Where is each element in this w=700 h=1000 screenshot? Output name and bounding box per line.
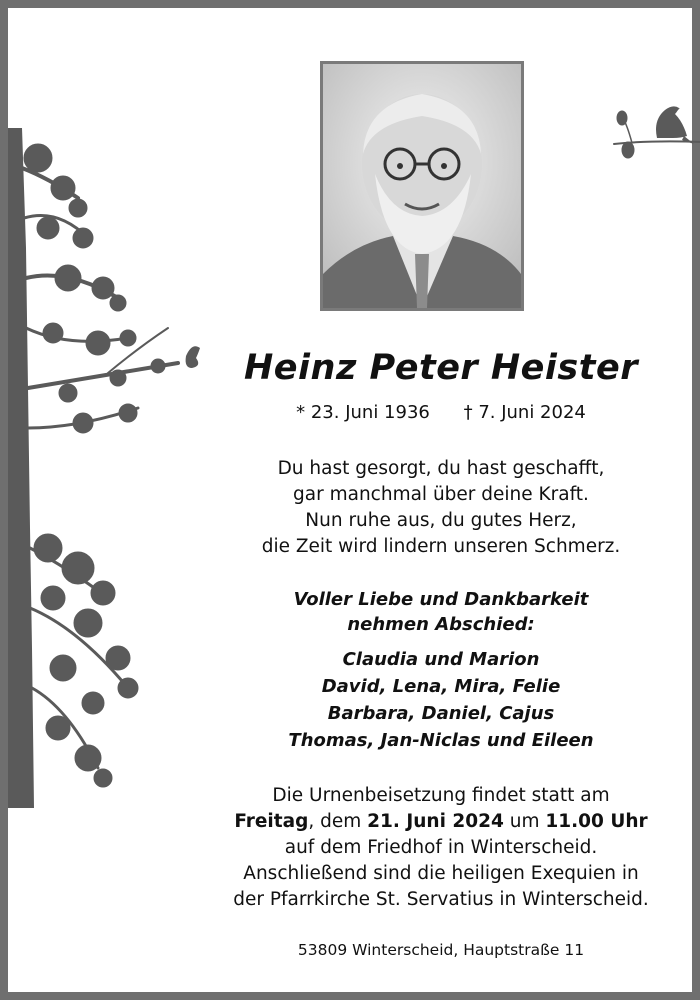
poem-line: gar manchmal über deine Kraft. bbox=[293, 484, 589, 505]
deceased-name: Heinz Peter Heister bbox=[244, 348, 638, 388]
mourners-list bbox=[208, 646, 674, 754]
birth-date: * 23. Juni 1936 bbox=[296, 402, 430, 423]
funeral-intro: Die Urnenbeisetzung findet statt am bbox=[272, 785, 610, 806]
mourner-line: Thomas, Jan-Niclas und Eileen bbox=[288, 730, 594, 751]
funeral-line: Anschließend sind die heiligen Exequien in bbox=[243, 863, 639, 884]
poem-line: die Zeit wird lindern unseren Schmerz. bbox=[261, 536, 621, 557]
farewell-line: nehmen Abschied: bbox=[347, 614, 535, 635]
funeral-datetime bbox=[208, 809, 674, 835]
mourner-line: Barbara, Daniel, Cajus bbox=[327, 703, 555, 724]
portrait-photo bbox=[320, 61, 524, 311]
farewell-line: Voller Liebe und Dankbarkeit bbox=[293, 589, 589, 610]
farewell-heading bbox=[208, 587, 674, 637]
tree-silhouette-icon bbox=[8, 128, 218, 808]
funeral-day: Freitag bbox=[234, 811, 309, 832]
poem-line: Nun ruhe aus, du gutes Herz, bbox=[305, 510, 577, 531]
life-dates bbox=[208, 402, 674, 423]
mourner-line: Claudia und Marion bbox=[342, 649, 540, 670]
death-date: † 7. Juni 2024 bbox=[463, 402, 586, 423]
poem-line: Du hast gesorgt, du hast geschafft, bbox=[277, 458, 605, 479]
funeral-sep: , dem bbox=[308, 811, 368, 832]
funeral-date: 21. Juni 2024 bbox=[367, 811, 504, 832]
funeral-sep: um bbox=[503, 811, 546, 832]
bird-on-branch-icon bbox=[612, 98, 700, 168]
funeral-line: auf dem Friedhof in Winterscheid. bbox=[284, 837, 598, 858]
funeral-time: 11.00 Uhr bbox=[545, 811, 648, 832]
funeral-line: der Pfarrkirche St. Servatius in Winterscheid. bbox=[233, 889, 649, 910]
funeral-details bbox=[208, 783, 674, 913]
mourner-line: David, Lena, Mira, Felie bbox=[321, 676, 561, 697]
family-address: 53809 Winterscheid, Hauptstraße 11 bbox=[297, 941, 585, 959]
memorial-poem bbox=[208, 456, 674, 560]
